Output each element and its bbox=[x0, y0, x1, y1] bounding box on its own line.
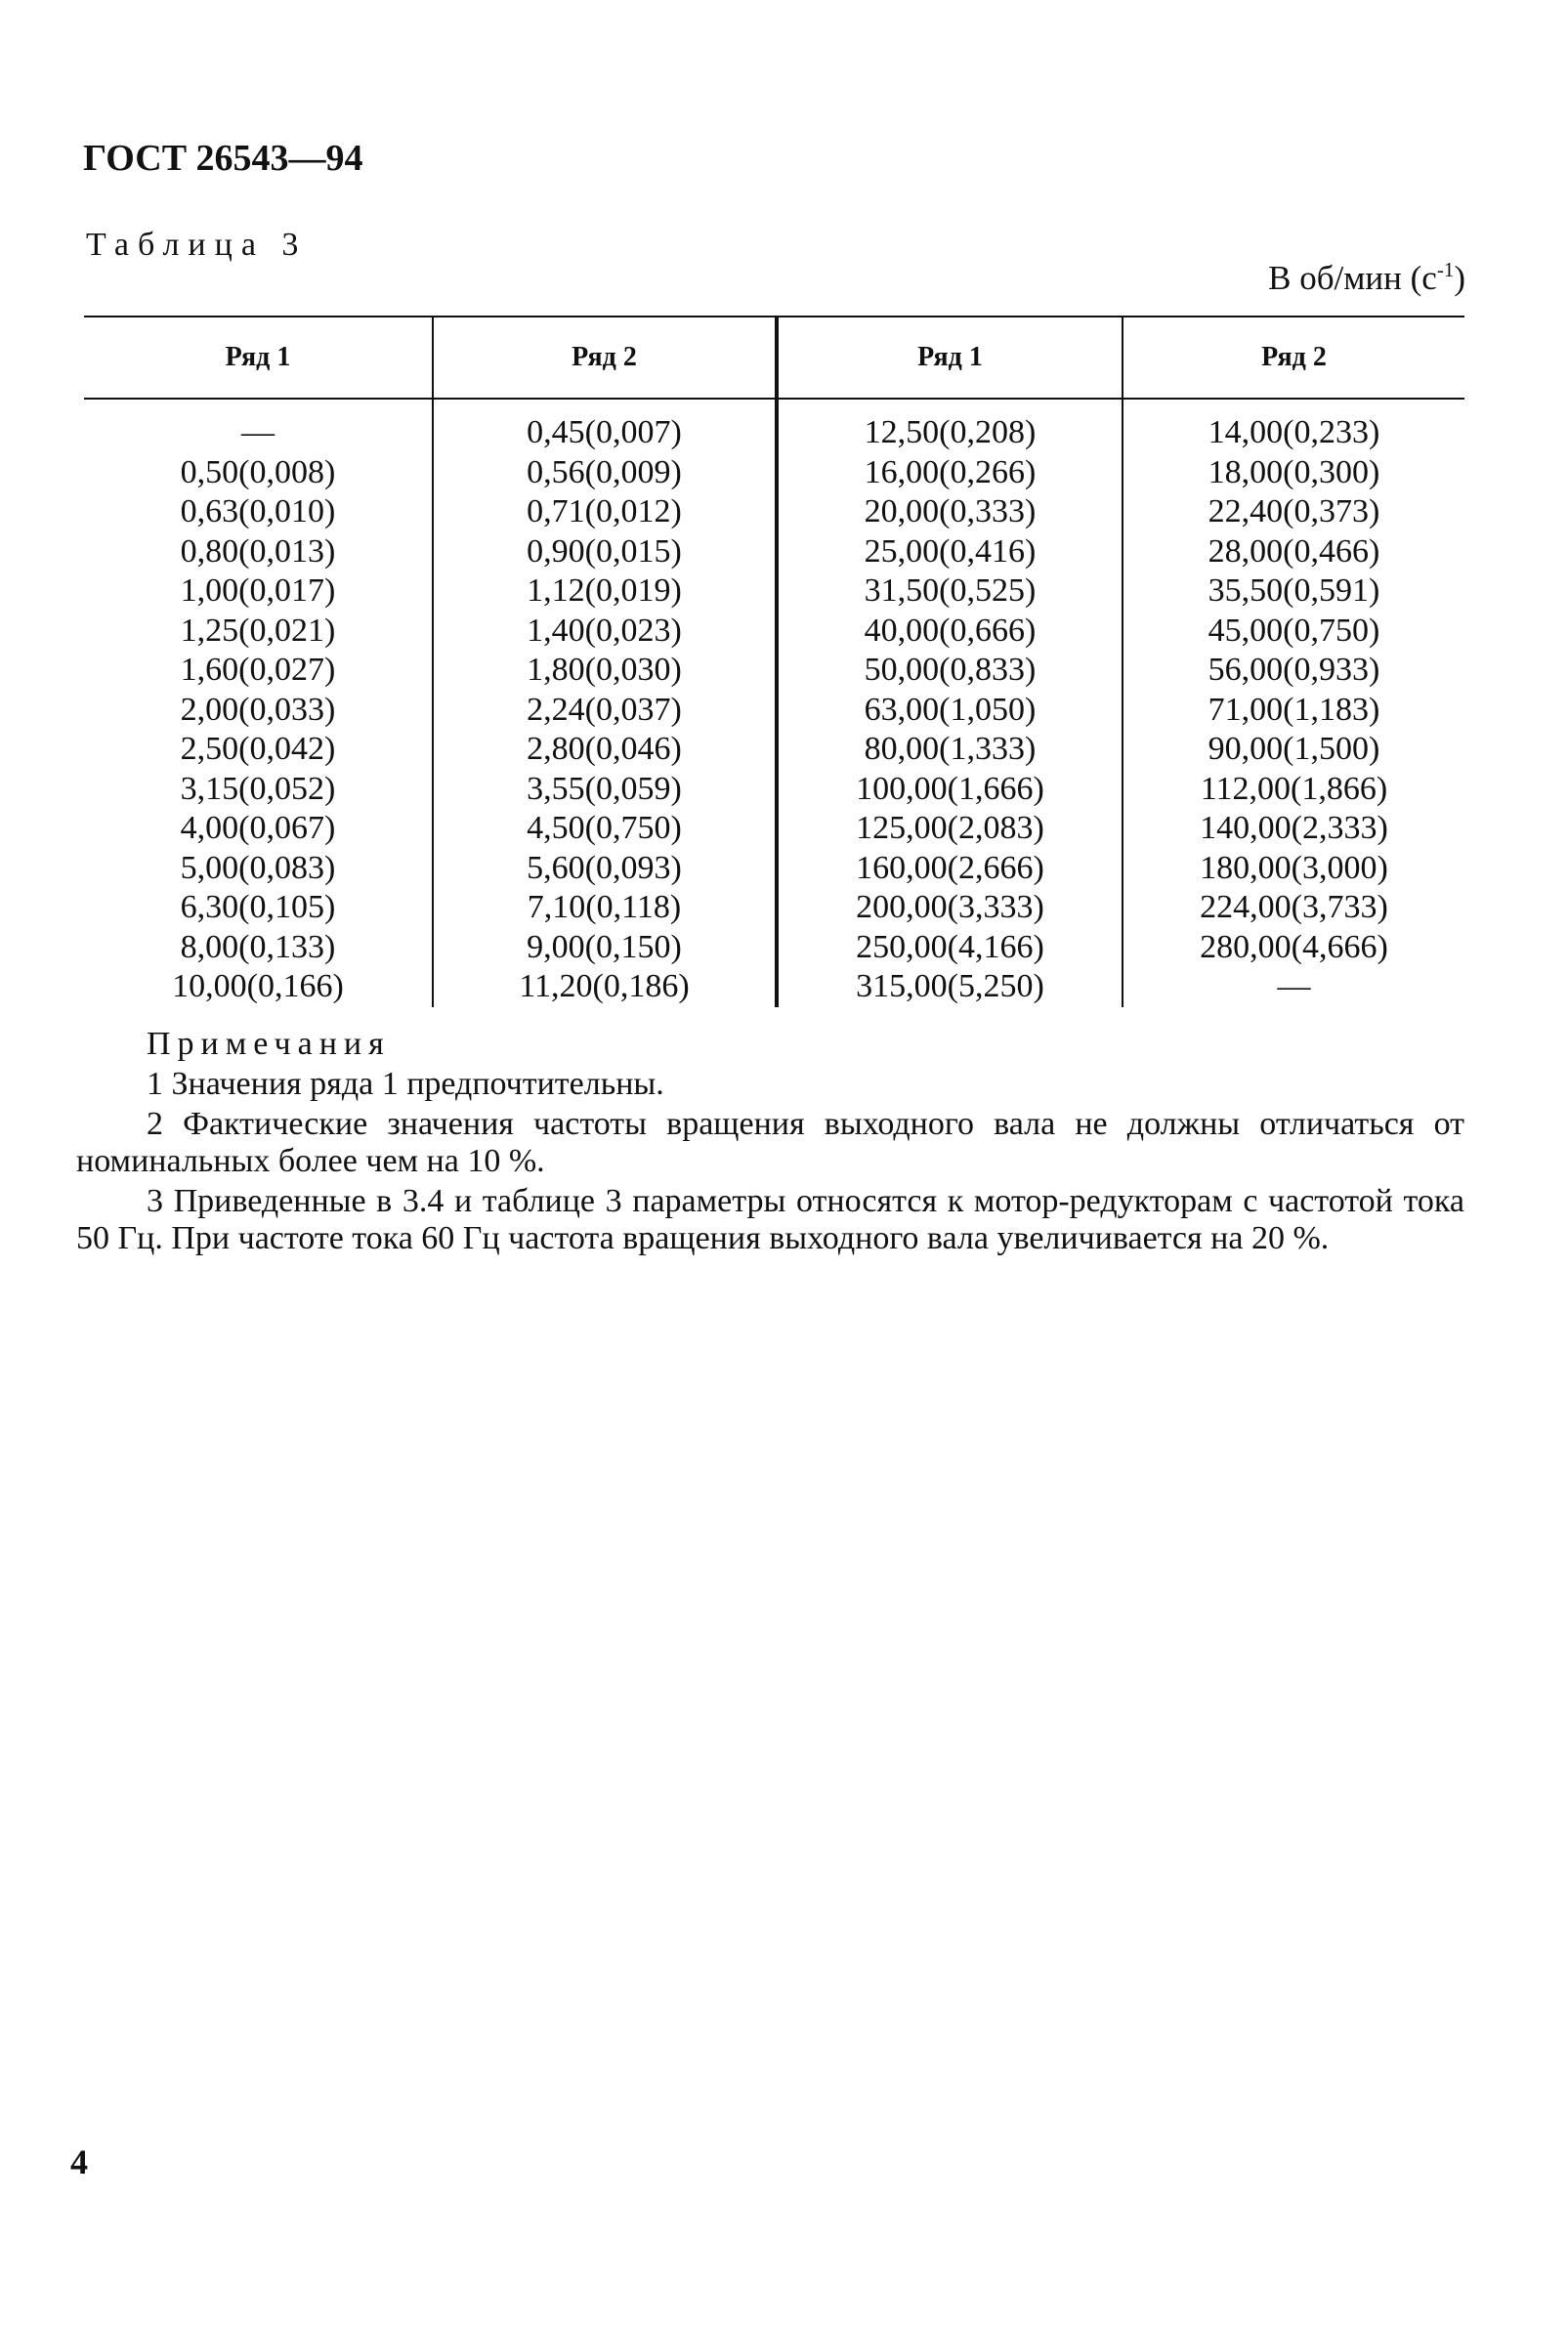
table-cell: 3,15(0,052) bbox=[180, 770, 336, 807]
units-exponent: -1 bbox=[1436, 258, 1455, 281]
table-units bbox=[1268, 259, 1465, 298]
table-cell: 31,50(0,525) bbox=[777, 571, 1123, 612]
table-cell: 45,00(0,750) bbox=[1123, 612, 1464, 652]
table-row bbox=[84, 571, 1464, 612]
table-cell: 125,00(2,083) bbox=[777, 809, 1123, 849]
page-number: 4 bbox=[70, 2142, 88, 2181]
table-cell: 100,00(1,666) bbox=[777, 770, 1123, 810]
table-cell: 63,00(1,050) bbox=[777, 691, 1123, 731]
table-cell: 2,00(0,033) bbox=[180, 691, 336, 728]
table-cell: 10,00(0,166) bbox=[172, 968, 344, 1004]
table-cell: 315,00(5,250) bbox=[777, 967, 1123, 1007]
table-cell: 2,24(0,037) bbox=[433, 691, 777, 731]
table-cell: 14,00(0,233) bbox=[1123, 399, 1464, 453]
table-cell: 180,00(3,000) bbox=[1123, 849, 1464, 889]
table-row bbox=[84, 928, 1464, 968]
table-cell: 224,00(3,733) bbox=[1123, 888, 1464, 928]
table-cell: 1,80(0,030) bbox=[433, 651, 777, 691]
table-body bbox=[84, 399, 1464, 1007]
table-row bbox=[84, 809, 1464, 849]
table-cell: 0,45(0,007) bbox=[433, 399, 777, 453]
table-cell: 5,00(0,083) bbox=[180, 849, 336, 886]
table-row bbox=[84, 691, 1464, 731]
column-header: Ряд 1 bbox=[225, 342, 291, 372]
table-cell: 11,20(0,186) bbox=[433, 967, 777, 1007]
table-row bbox=[84, 399, 1464, 453]
table-cell: 0,71(0,012) bbox=[433, 492, 777, 532]
table-row bbox=[84, 532, 1464, 572]
table-cell: 71,00(1,183) bbox=[1123, 691, 1464, 731]
table-cell: 18,00(0,300) bbox=[1123, 453, 1464, 493]
table-cell: 16,00(0,266) bbox=[777, 453, 1123, 493]
table-header-row bbox=[84, 317, 1464, 399]
note-item: 3 Приведенные в 3.4 и таблице 3 параметры относятся к мотор-редукторам с частотой тока 50 Гц. При частоте тока 60 Гц частота вращения выходного вала увеличивается на 20 %. bbox=[76, 1183, 1464, 1256]
table-cell: 1,40(0,023) bbox=[433, 612, 777, 652]
units-suffix: ) bbox=[1454, 259, 1465, 297]
table-cell: 50,00(0,833) bbox=[777, 651, 1123, 691]
table-cell: 2,50(0,042) bbox=[180, 731, 336, 767]
notes-title: Примечания bbox=[147, 1026, 391, 1062]
table-cell: 160,00(2,666) bbox=[777, 849, 1123, 889]
note-item: 1 Значения ряда 1 предпочтительны. bbox=[147, 1066, 664, 1102]
table-cell: 250,00(4,166) bbox=[777, 928, 1123, 968]
table-cell: 0,63(0,010) bbox=[180, 493, 336, 529]
table-cell: 56,00(0,933) bbox=[1123, 651, 1464, 691]
table-cell: 40,00(0,666) bbox=[777, 612, 1123, 652]
table-cell: 80,00(1,333) bbox=[777, 730, 1123, 770]
table-cell: 4,50(0,750) bbox=[433, 809, 777, 849]
column-header: Ряд 1 bbox=[777, 317, 1123, 399]
table-row bbox=[84, 651, 1464, 691]
table-cell: 4,00(0,067) bbox=[180, 810, 336, 846]
table-cell: 25,00(0,416) bbox=[777, 532, 1123, 572]
table-cell: 20,00(0,333) bbox=[777, 492, 1123, 532]
table-row bbox=[84, 849, 1464, 889]
table-cell: 90,00(1,500) bbox=[1123, 730, 1464, 770]
table-row bbox=[84, 730, 1464, 770]
table-row bbox=[84, 492, 1464, 532]
table-cell: 0,50(0,008) bbox=[180, 453, 336, 490]
table-cell: 1,25(0,021) bbox=[180, 612, 336, 649]
column-header: Ряд 2 bbox=[433, 317, 777, 399]
table-cell: 0,90(0,015) bbox=[433, 532, 777, 572]
table-cell: 200,00(3,333) bbox=[777, 888, 1123, 928]
table-cell: 1,12(0,019) bbox=[433, 571, 777, 612]
table-cell: 22,40(0,373) bbox=[1123, 492, 1464, 532]
table-row bbox=[84, 453, 1464, 493]
table-cell: 7,10(0,118) bbox=[433, 888, 777, 928]
table-row bbox=[84, 967, 1464, 1007]
table-cell: 3,55(0,059) bbox=[433, 770, 777, 810]
table-cell: 5,60(0,093) bbox=[433, 849, 777, 889]
table-cell: — bbox=[1123, 967, 1464, 1007]
note-item: 2 Фактические значения частоты вращения выходного вала не должны отличаться от номинальных более чем на 10 %. bbox=[76, 1106, 1464, 1179]
table-cell: 28,00(0,466) bbox=[1123, 532, 1464, 572]
table-cell: 0,56(0,009) bbox=[433, 453, 777, 493]
table-cell: 6,30(0,105) bbox=[180, 889, 336, 925]
table-cell: 12,50(0,208) bbox=[777, 399, 1123, 453]
table-cell: 35,50(0,591) bbox=[1123, 571, 1464, 612]
table-title: Таблица 3 bbox=[86, 227, 308, 263]
table-cell: 1,60(0,027) bbox=[180, 652, 336, 688]
table-row bbox=[84, 888, 1464, 928]
table-row bbox=[84, 770, 1464, 810]
table-cell: 1,00(0,017) bbox=[180, 572, 336, 609]
data-table bbox=[84, 316, 1464, 1007]
table-cell: 8,00(0,133) bbox=[180, 928, 336, 965]
table-cell: 0,80(0,013) bbox=[180, 532, 336, 570]
units-prefix: В об/мин (с bbox=[1268, 259, 1437, 297]
column-header: Ряд 2 bbox=[1123, 317, 1464, 399]
table-cell: 140,00(2,333) bbox=[1123, 809, 1464, 849]
table-cell: 112,00(1,866) bbox=[1123, 770, 1464, 810]
table-cell: 280,00(4,666) bbox=[1123, 928, 1464, 968]
table-cell: 2,80(0,046) bbox=[433, 730, 777, 770]
rotation-frequency-table bbox=[84, 316, 1464, 1007]
document-code: ГОСТ 26543—94 bbox=[83, 138, 363, 179]
table-cell: 9,00(0,150) bbox=[433, 928, 777, 968]
table-cell: — bbox=[241, 414, 275, 450]
table-row bbox=[84, 612, 1464, 652]
notes-section bbox=[76, 1026, 1464, 1260]
